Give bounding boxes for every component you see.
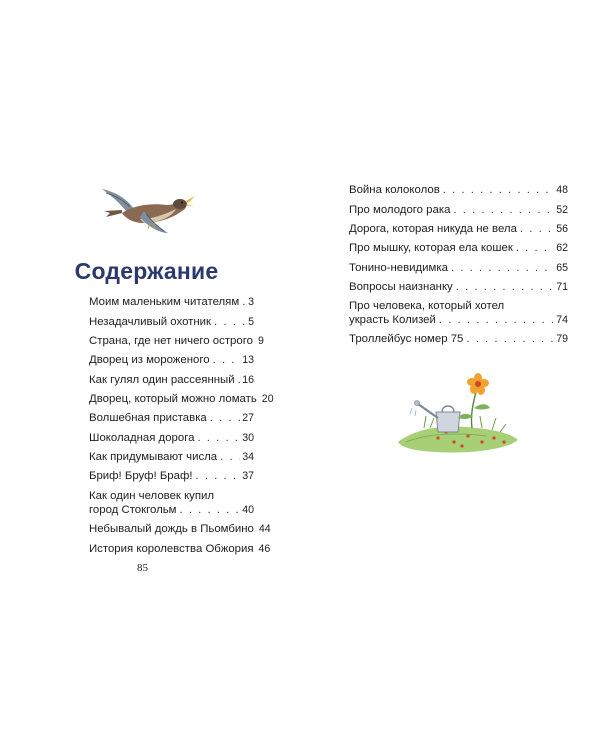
toc-entry-title-line: Про человека, который хотел <box>349 300 505 312</box>
toc-entry-page: 5 <box>248 316 254 328</box>
dot-leader <box>242 295 246 309</box>
dot-leader <box>466 332 554 346</box>
toc-entry[interactable] <box>89 450 254 464</box>
toc-entry-page: 46 <box>258 543 271 555</box>
toc-entry[interactable] <box>89 315 254 329</box>
dot-leader <box>439 313 554 327</box>
toc-entry-title: Вопросы наизнанку <box>349 281 453 293</box>
toc-entry[interactable] <box>349 241 568 255</box>
toc-entry-page: 34 <box>242 451 254 463</box>
toc-entry-title: Волшебная приставка <box>89 412 207 424</box>
dot-leader <box>443 183 554 197</box>
toc-entry-page: 9 <box>257 335 264 347</box>
toc-entry[interactable] <box>89 373 254 387</box>
toc-entry-title: Незадачливый охотник <box>89 316 212 328</box>
toc-entry-page: 20 <box>261 393 274 405</box>
toc-entry-title: Небывалый дождь в Пьомбино <box>89 523 254 535</box>
toc-entry[interactable] <box>349 280 568 294</box>
toc-entry-title: украсть Колизей <box>349 314 436 326</box>
toc-entry[interactable] <box>349 332 568 346</box>
toc-entry-title: История королевства Обжория <box>89 543 254 555</box>
toc-entry-page: 16 <box>242 374 254 386</box>
toc-entry-page: 71 <box>556 281 568 293</box>
toc-entry[interactable] <box>89 334 264 348</box>
toc-entry-title: Как гулял один рассеянный <box>89 374 235 386</box>
toc-entry-title: Про мышку, которая ела кошек <box>349 242 513 254</box>
toc-entry[interactable] <box>89 392 274 406</box>
flying-bird-illustration <box>100 183 196 235</box>
toc-entry-title: Про молодого рака <box>349 204 451 216</box>
toc-entry[interactable] <box>89 522 271 536</box>
dot-leader <box>210 411 240 425</box>
toc-entry-title: Как придумывают числа <box>89 451 218 463</box>
toc-entry-page: 30 <box>242 432 254 444</box>
toc-entry-title: Троллейбус номер 75 <box>349 333 464 345</box>
toc-entry-title: Моим маленьким читателям <box>89 296 240 308</box>
toc-entry-page: 52 <box>556 204 568 216</box>
toc-entry-page: 27 <box>242 412 254 424</box>
toc-entry-page: 44 <box>258 523 271 535</box>
dot-leader <box>220 450 240 464</box>
toc-entry-title: Шоколадная дорога <box>89 432 195 444</box>
toc-entry[interactable] <box>89 469 254 483</box>
toc-entry-page: 65 <box>556 262 568 274</box>
toc-entry[interactable] <box>89 489 254 517</box>
dot-leader <box>456 280 554 294</box>
dot-leader <box>453 203 554 217</box>
toc-entry-page: 62 <box>556 242 568 254</box>
toc-entry-title: Дворец из мороженого <box>89 354 210 366</box>
toc-entry-title: Дорога, которая никуда не вела <box>349 223 517 235</box>
toc-entry[interactable] <box>89 542 271 556</box>
toc-entry-page: 74 <box>556 314 568 326</box>
watering-can-flower-illustration <box>396 372 520 458</box>
toc-entry-page: 3 <box>248 296 254 308</box>
toc-entry-page: 40 <box>242 504 254 516</box>
dot-leader <box>213 353 241 367</box>
toc-entry-title: город Стокгольм <box>89 504 177 516</box>
toc-entry[interactable] <box>349 261 568 275</box>
toc-entry-title: Дворец, который можно ломать <box>89 393 257 405</box>
dot-leader <box>214 315 246 329</box>
toc-entry-page: 56 <box>556 223 568 235</box>
dot-leader <box>196 469 241 483</box>
dot-leader <box>520 222 554 236</box>
dot-leader <box>238 373 241 387</box>
toc-entry-title: Страна, где нет ничего острого <box>89 335 253 347</box>
toc-entry-page: 48 <box>556 184 568 196</box>
toc-entry-title: Тонино-невидимка <box>349 262 448 274</box>
page-number: 85 <box>137 562 148 574</box>
page-title: Содержание <box>74 258 219 284</box>
toc-entry-page: 79 <box>556 333 568 345</box>
toc-entry[interactable] <box>89 431 254 445</box>
toc-entry-page: 37 <box>242 470 254 482</box>
toc-entry[interactable] <box>349 222 568 236</box>
toc-entry[interactable] <box>89 353 254 367</box>
toc-entry[interactable] <box>349 203 568 217</box>
toc-entry[interactable] <box>89 295 254 309</box>
toc-entry-title: Война колоколов <box>349 184 440 196</box>
toc-entry[interactable] <box>349 299 568 327</box>
toc-entry-title-line: Как один человек купил <box>89 490 215 502</box>
toc-entry-title: Бриф! Бруф! Браф! <box>89 470 193 482</box>
toc-entry[interactable] <box>349 183 568 197</box>
dot-leader <box>451 261 554 275</box>
toc-entry-page: 13 <box>242 354 254 366</box>
toc-entry[interactable] <box>89 411 254 425</box>
dot-leader <box>516 241 554 255</box>
dot-leader <box>180 503 241 517</box>
dot-leader <box>197 431 240 445</box>
